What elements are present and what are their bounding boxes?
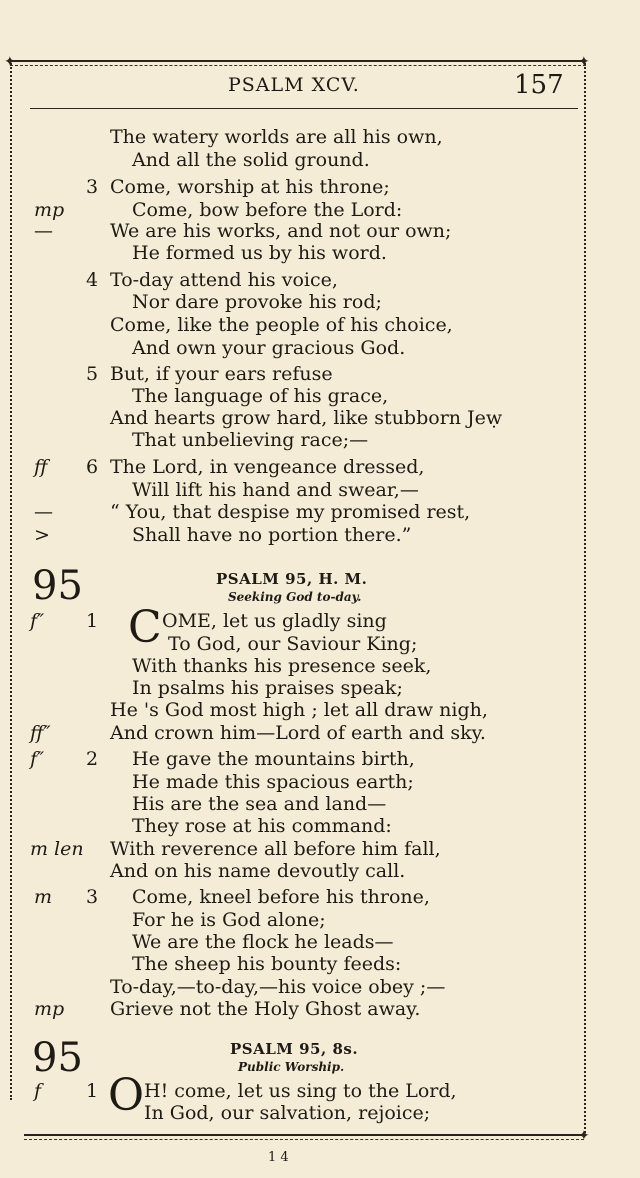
verse-number: 5 — [86, 363, 99, 385]
verse-number: 2 — [86, 748, 99, 770]
verse-line: And crown him—Lord of earth and sky. — [110, 722, 486, 744]
verse-line: In psalms his praises speak; — [132, 677, 403, 699]
dynamic-mark: — — [34, 501, 53, 523]
verse-line: Grieve not the Holy Ghost away. — [110, 998, 421, 1020]
verse-line: Will lift his hand and swear,— — [132, 479, 419, 501]
corner-ornament-icon: ✦ — [578, 1128, 590, 1144]
dynamic-mark: f″ — [30, 610, 45, 632]
dynamic-mark: mp — [34, 998, 65, 1020]
dynamic-mark: f″ — [30, 748, 45, 770]
hymn-subtitle: Seeking God to-day. — [228, 590, 362, 604]
dynamic-mark: > — [34, 524, 50, 546]
verse-number: 3 — [86, 176, 99, 198]
verse-line: The language of his grace, — [132, 385, 389, 407]
dynamic-mark: m — [34, 886, 53, 908]
verse-line: For he is God alone; — [132, 909, 326, 931]
page-number: 157 — [514, 70, 564, 100]
right-border-rule — [584, 60, 589, 1136]
top-border-rule — [10, 60, 586, 66]
hymn-number: 95 — [32, 563, 83, 609]
verse-line: Come, bow before the Lord: — [132, 199, 403, 221]
verse-number: 4 — [86, 269, 99, 291]
verse-line: With thanks his presence seek, — [132, 655, 432, 677]
verse-number: 1 — [86, 610, 99, 632]
verse-line: He formed us by his word. — [132, 242, 387, 264]
dynamic-mark: ff″ — [30, 722, 51, 744]
verse-line: “ You, that despise my promised rest, — [110, 501, 471, 523]
verse-line: Nor dare provoke his rod; — [132, 291, 382, 313]
verse-line: To-day attend his voice, — [110, 269, 338, 291]
verse-line: H! come, let us sing to the Lord, — [144, 1080, 457, 1102]
verse-line: We are his works, and not our own; — [110, 220, 452, 242]
verse-line: To God, our Saviour King; — [168, 633, 418, 655]
verse-line: He 's God most high ; let all draw nigh, — [110, 699, 488, 721]
bottom-border-rule — [24, 1134, 584, 1140]
verse-line: Come, kneel before his throne, — [132, 886, 430, 908]
drop-cap: C — [128, 602, 162, 653]
corner-ornament-icon: ✦ — [4, 54, 16, 70]
verse-line: He gave the mountains birth, — [132, 748, 415, 770]
running-head: PSALM XCV. — [228, 74, 360, 96]
verse-line: In God, our salvation, rejoice; — [144, 1102, 431, 1124]
verse-line: His are the sea and land— — [132, 793, 387, 815]
printer-signature: 1 4 — [268, 1150, 289, 1165]
hymn-title: PSALM 95, H. M. — [216, 570, 368, 588]
verse-line: And own your gracious God. — [132, 337, 406, 359]
hymn-title: PSALM 95, 8s. — [230, 1040, 359, 1058]
corner-ornament-icon: ✦ — [578, 54, 590, 70]
verse-line: The watery worlds are all his own, — [110, 126, 443, 148]
dynamic-mark: — — [34, 220, 53, 242]
verse-number: 6 — [86, 456, 99, 478]
verse-number: 3 — [86, 886, 99, 908]
verse-line: And hearts grow hard, like stubborn Jeẉ — [110, 407, 503, 429]
header-rule — [30, 108, 578, 109]
verse-line: Shall have no portion there.” — [132, 524, 412, 546]
drop-cap: O — [108, 1070, 145, 1121]
verse-line: To-day,—to-day,—his voice obey ;— — [110, 976, 446, 998]
verse-number: 1 — [86, 1080, 99, 1102]
verse-line: They rose at his command: — [132, 815, 392, 837]
dynamic-mark: m len — [30, 838, 84, 860]
hymn-number: 95 — [32, 1035, 83, 1081]
verse-line: And on his name devoutly call. — [110, 860, 406, 882]
verse-line: With reverence all before him fall, — [110, 838, 441, 860]
verse-line: The sheep his bounty feeds: — [132, 953, 402, 975]
verse-line: Come, like the people of his choice, — [110, 314, 453, 336]
hymn-subtitle: Public Worship. — [238, 1060, 345, 1074]
verse-line: The Lord, in vengeance dressed, — [110, 456, 425, 478]
verse-line: Come, worship at his throne; — [110, 176, 390, 198]
verse-line: He made this spacious earth; — [132, 771, 414, 793]
verse-line: And all the solid ground. — [132, 149, 370, 171]
left-border-rule — [10, 60, 15, 1100]
verse-line: That unbelieving race;— — [132, 429, 369, 451]
verse-line: OME, let us gladly sing — [162, 610, 387, 632]
dynamic-mark: mp — [34, 199, 65, 221]
dynamic-mark: f — [34, 1080, 42, 1102]
verse-line: But, if your ears refuse — [110, 363, 333, 385]
dynamic-mark: ff — [34, 456, 48, 478]
verse-line: We are the flock he leads— — [132, 931, 394, 953]
